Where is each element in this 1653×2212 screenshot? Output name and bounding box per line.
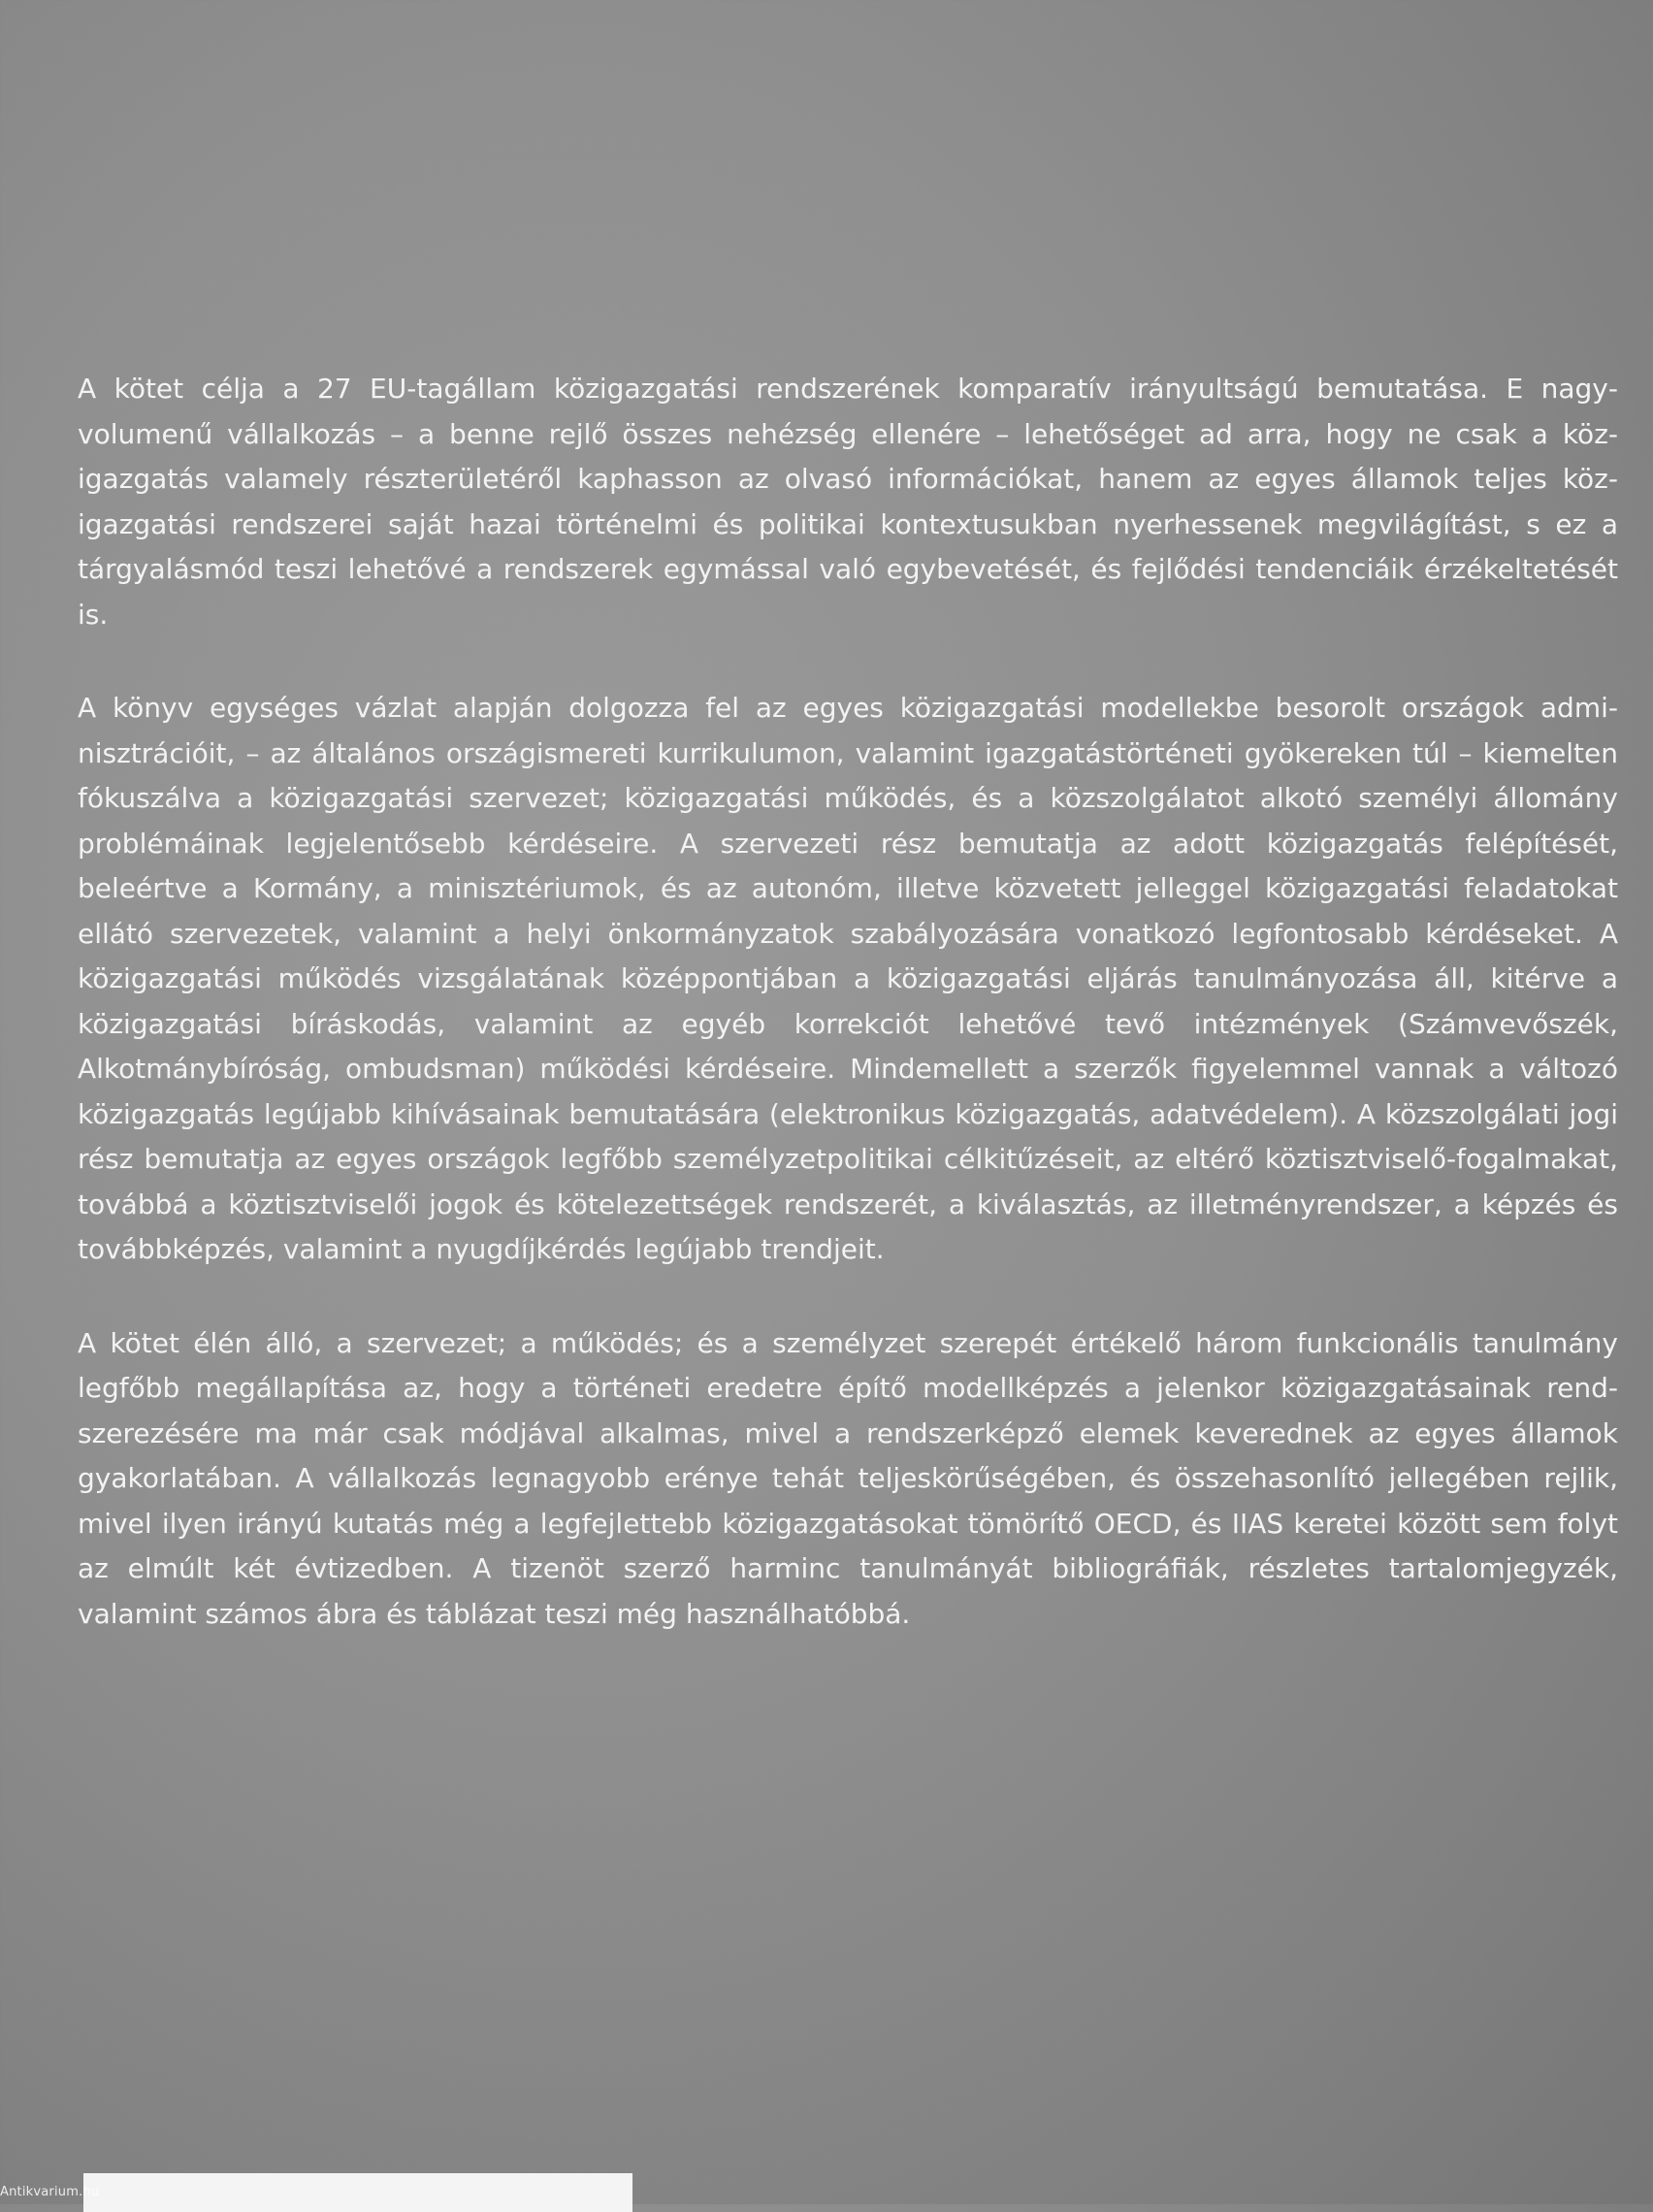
blurb-paragraph-1: A kötet célja a 27 EU-tagállam közigazgatási rendszerének komparatív irányultságú bemutatása. E nagyvolumenű vállalkozás – a benne rejlő összes nehézség ellenére – lehetőséget ad arra, hogy ne csak a közigazgatás valamely részterületéről kaphasson az olvasó információkat, hanem az egyes államok teljes közigazgatási rendszerei saját hazai történelmi és politikai kontextusukban nyerhessenek megvilágítást, s ez a tárgyalásmód teszi lehetővé a rendszerek egymással való egybevetését, és fejlődési tendenciáik érzékeltetését is. <box>78 373 1618 631</box>
blurb-paragraph-2: A könyv egységes vázlat alapján dolgozza fel az egyes közigazgatási modellekbe besorolt országok adminisztrációit, – az általános országismereti kurrikulumon, valamint igazgatástörténeti gyökereken túl – kiemelten fókuszálva a közigazgatási szervezet; közigazgatási működés, és a közszolgálatot alkotó személyi állomány problémáinak legjelentősebb kérdéseire. A szervezeti rész bemutatja az adott közigazgatás felépítését, beleértve a Kormány, a minisztériumok, és az autonóm, illetve közvetett jelleggel közigazgatási feladatokat ellátó szervezetek, valamint a helyi önkormányzatok szabályozására vonatkozó legfontosabb kérdéseket. A közigazgatási működés vizsgálatának középpontjában a közigazgatási eljárás tanulmányozása áll, kitérve a közigazgatási bíráskodás, valamint az egyéb korrekciót lehetővé tevő intézmények (Számvevőszék, Alkotmánybíróság, ombudsman) működési kérdéseire. Mindemellett a szerzők figyelemmel vannak a változó közigazgatás legújabb kihívásainak bemutatására (elektronikus közigazgatás, adatvédelem). A közszolgálati jogi rész bemutatja az egyes országok legfőbb személyzetpolitikai célkitűzéseit, az eltérő köztisztviselő-fogalmakat, továbbá a köztisztviselői jogok és kötelezettségek rendszerét, a kiválasztás, az illetményrendszer, a képzés és továbbképzés, valamint a nyugdíjkérdés legújabb trendjeit. <box>78 692 1618 1265</box>
blurb-paragraph-3: A kötet élén álló, a szervezet; a működés; és a személyzet szerepét értékelő három funkcionális tanulmány legfőbb megállapítása az, hogy a történeti eredetre építő modellképzés a jelenkor közigazgatásainak rendszerezésére ma már csak módjával alkalmas, mivel a rendszerképző elemek keverednek az egyes államok gyakorlatában. A vállalkozás legnagyobb erénye tehát teljeskörűségében, és összehasonlító jellegében rejlik, mivel ilyen irányú kutatás még a legfejlettebb közigazgatásokat tömörítő OECD, és IIAS keretei között sem folyt az elmúlt két évtizedben. A tizenöt szerző harminc tanulmányát bibliográfiák, részletes tartalomjegyzék, valamint számos ábra és táblázat teszi még használhatóbbá. <box>78 1326 1618 1630</box>
blurb-text <box>78 367 1618 1637</box>
watermark-text: Antikvarium.hu <box>0 2185 100 2199</box>
barcode-sticker <box>83 2173 632 2212</box>
